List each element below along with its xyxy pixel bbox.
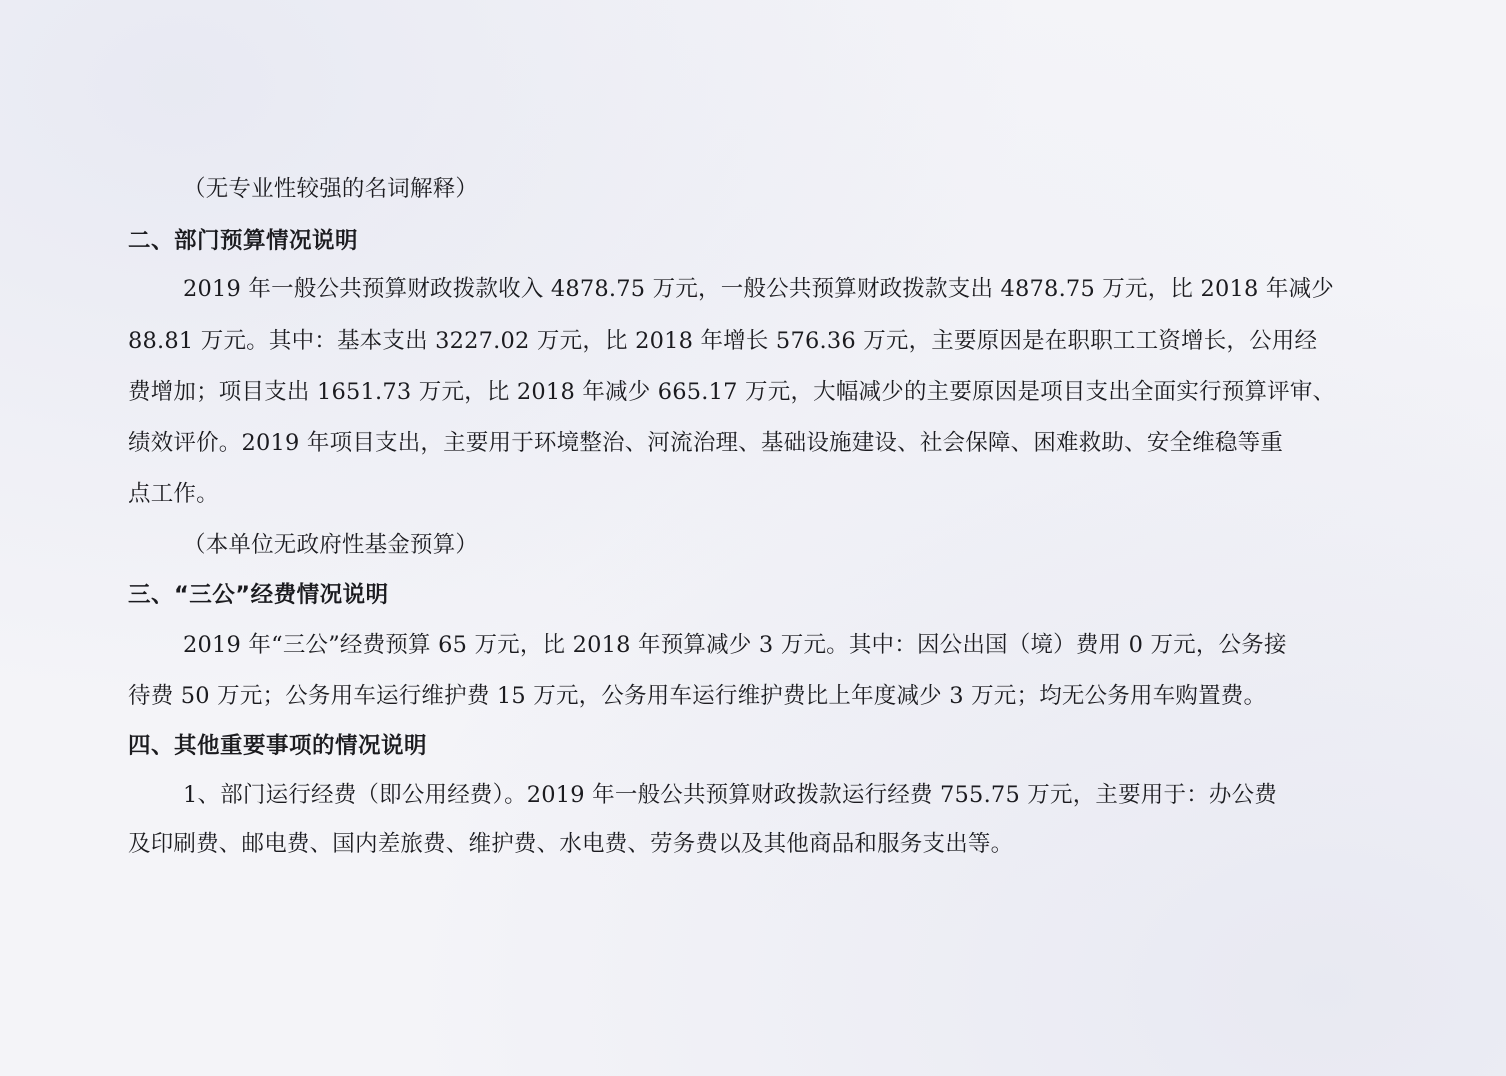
section-2-paragraph-line: 2019 年一般公共预算财政拨款收入 4878.75 万元，一般公共预算财政拨款支出 4878.75 万元，比 2018 年减少 <box>183 276 1334 302</box>
section-2-paragraph-line: 费增加；项目支出 1651.73 万元，比 2018 年减少 665.17 万元，大幅减少的主要原因是项目支出全面实行预算评审、 <box>128 379 1336 405</box>
section-4-paragraph-line: 及印刷费、邮电费、国内差旅费、维护费、水电费、劳务费以及其他商品和服务支出等。 <box>128 831 1014 857</box>
section-2-heading: 二、部门预算情况说明 <box>128 228 359 254</box>
section-2-paragraph-line: 绩效评价。2019 年项目支出，主要用于环境整治、河流治理、基础设施建设、社会保障、困难救助、安全维稳等重 <box>128 430 1284 456</box>
section-4-paragraph-line: 1、部门运行经费（即公用经费）。2019 年一般公共预算财政拨款运行经费 755.75 万元，主要用于：办公费 <box>183 782 1278 808</box>
section-3-paragraph-line: 2019 年“三公”经费预算 65 万元，比 2018 年预算减少 3 万元。其中：因公出国（境）费用 0 万元，公务接 <box>183 632 1287 658</box>
section-4-heading: 四、其他重要事项的情况说明 <box>128 733 428 759</box>
section-3-paragraph-line: 待费 50 万元；公务用车运行维护费 15 万元，公务用车运行维护费比上年度减少 3 万元；均无公务用车购置费。 <box>128 683 1267 709</box>
section-2-paragraph-line: 点工作。 <box>128 481 219 507</box>
note-no-terms: （无专业性较强的名词解释） <box>183 176 479 202</box>
section-2-paragraph-line: 88.81 万元。其中：基本支出 3227.02 万元，比 2018 年增长 576.36 万元，主要原因是在职职工工资增长，公用经 <box>128 328 1318 354</box>
section-3-heading: 三、“三公”经费情况说明 <box>128 582 389 608</box>
note-no-fund-budget: （本单位无政府性基金预算） <box>183 532 479 558</box>
